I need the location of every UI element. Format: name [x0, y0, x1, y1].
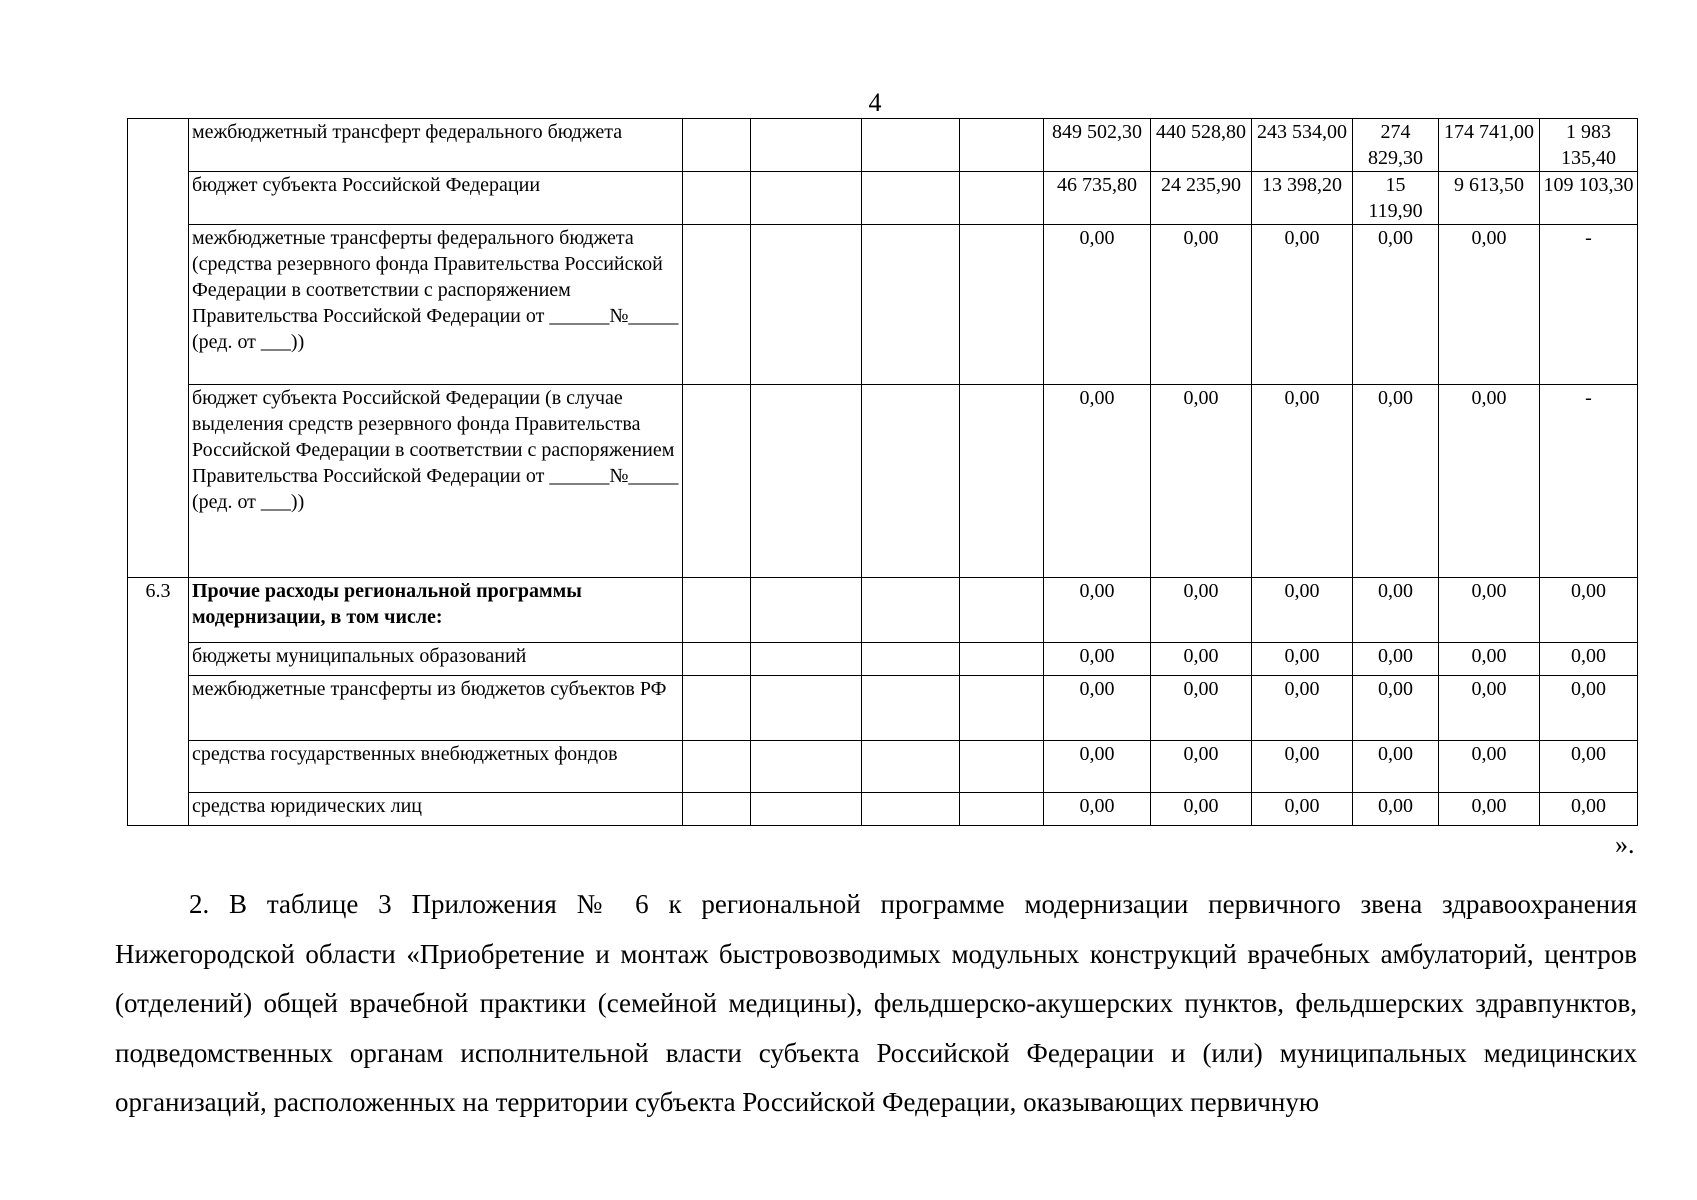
- empty-cell: [683, 578, 751, 643]
- value-cell: 849 502,30: [1044, 119, 1151, 172]
- value-cell: 0,00: [1353, 741, 1439, 793]
- value-cell: 0,00: [1252, 578, 1353, 643]
- empty-cell: [862, 119, 960, 172]
- value-cell: 46 735,80: [1044, 172, 1151, 225]
- budget-table: [127, 118, 1638, 826]
- value-cell: 0,00: [1044, 793, 1151, 826]
- row-name: средства государственных внебюджетных фондов: [189, 741, 683, 793]
- value-cell: 9 613,50: [1439, 172, 1540, 225]
- value-cell: 440 528,80: [1151, 119, 1252, 172]
- empty-cell: [683, 741, 751, 793]
- empty-cell: [862, 741, 960, 793]
- empty-cell: [683, 676, 751, 741]
- row-name: Прочие расходы региональной программы модернизации, в том числе:: [189, 578, 683, 643]
- value-cell: 24 235,90: [1151, 172, 1252, 225]
- value-cell: 0,00: [1252, 385, 1353, 578]
- value-cell: 0,00: [1540, 643, 1638, 676]
- value-cell: 0,00: [1151, 793, 1252, 826]
- empty-cell: [862, 643, 960, 676]
- section-index: 6.3: [128, 578, 189, 826]
- value-cell: 0,00: [1044, 225, 1151, 385]
- value-cell: 274 829,30: [1353, 119, 1439, 172]
- closing-quote: ».: [1615, 830, 1635, 859]
- empty-cell: [960, 385, 1044, 578]
- value-cell: 0,00: [1044, 741, 1151, 793]
- empty-cell: [683, 119, 751, 172]
- empty-cell: [751, 225, 862, 385]
- table-row: [128, 119, 1638, 172]
- value-cell: 0,00: [1151, 225, 1252, 385]
- empty-cell: [862, 225, 960, 385]
- empty-cell: [751, 793, 862, 826]
- value-cell: 174 741,00: [1439, 119, 1540, 172]
- value-cell: -: [1540, 385, 1638, 578]
- table-row: [128, 225, 1638, 385]
- value-cell: 0,00: [1044, 578, 1151, 643]
- row-name: межбюджетные трансферты федерального бюджета (средства резервного фонда Правительства Российской Федерации в соответствии с распоряжением Правительства Российской Федерации от ______№_____ (ред. от ___)): [189, 225, 683, 385]
- value-cell: 0,00: [1252, 643, 1353, 676]
- value-cell: -: [1540, 225, 1638, 385]
- value-cell: 0,00: [1540, 741, 1638, 793]
- value-cell: 0,00: [1439, 793, 1540, 826]
- value-cell: 0,00: [1353, 643, 1439, 676]
- table-row: [128, 578, 1638, 643]
- empty-cell: [862, 385, 960, 578]
- value-cell: 1 983 135,40: [1540, 119, 1638, 172]
- value-cell: 0,00: [1540, 676, 1638, 741]
- empty-cell: [683, 643, 751, 676]
- empty-cell: [960, 225, 1044, 385]
- table-row: [128, 643, 1638, 676]
- value-cell: 0,00: [1439, 578, 1540, 643]
- empty-cell: [960, 676, 1044, 741]
- empty-cell: [862, 578, 960, 643]
- value-cell: 0,00: [1353, 676, 1439, 741]
- empty-cell: [683, 172, 751, 225]
- value-cell: 0,00: [1353, 225, 1439, 385]
- value-cell: 0,00: [1151, 578, 1252, 643]
- page-number: 4: [868, 88, 882, 117]
- value-cell: 0,00: [1252, 741, 1353, 793]
- empty-cell: [862, 793, 960, 826]
- value-cell: 0,00: [1439, 225, 1540, 385]
- empty-cell: [960, 578, 1044, 643]
- empty-cell: [862, 676, 960, 741]
- empty-cell: [960, 741, 1044, 793]
- table-row: [128, 741, 1638, 793]
- empty-cell: [751, 741, 862, 793]
- row-name: средства юридических лиц: [189, 793, 683, 826]
- value-cell: 0,00: [1540, 793, 1638, 826]
- value-cell: 0,00: [1151, 741, 1252, 793]
- empty-cell: [960, 643, 1044, 676]
- value-cell: 0,00: [1044, 643, 1151, 676]
- value-cell: 243 534,00: [1252, 119, 1353, 172]
- row-name: бюджет субъекта Российской Федерации: [189, 172, 683, 225]
- value-cell: 13 398,20: [1252, 172, 1353, 225]
- value-cell: 0,00: [1044, 676, 1151, 741]
- value-cell: 0,00: [1540, 578, 1638, 643]
- empty-cell: [683, 385, 751, 578]
- value-cell: 0,00: [1252, 793, 1353, 826]
- value-cell: 0,00: [1353, 793, 1439, 826]
- table-row: [128, 793, 1638, 826]
- empty-cell: [751, 172, 862, 225]
- value-cell: 0,00: [1439, 643, 1540, 676]
- value-cell: 0,00: [1151, 385, 1252, 578]
- value-cell: 0,00: [1439, 676, 1540, 741]
- row-name: бюджет субъекта Российской Федерации (в случае выделения средств резервного фонда Правительства Российской Федерации в соответствии с распоряжением Правительства Российской Федерации от ______№_____ (ред. от ___)): [189, 385, 683, 578]
- value-cell: 0,00: [1439, 741, 1540, 793]
- empty-cell: [960, 793, 1044, 826]
- value-cell: 0,00: [1151, 676, 1252, 741]
- body-paragraph: 2. В таблице 3 Приложения № 6 к региональной программе модернизации первичного звена здравоохранения Нижегородской области «Приобретение и монтаж быстровозводимых модульных конструкций врачебных амбулаторий, центров (отделений) общей врачебной практики (семейной медицины), фельдшерско-акушерских пунктов, фельдшерских здравпунктов, подведомственных органам исполнительной власти субъекта Российской Федерации и (или) муниципальных медицинских организаций, расположенных на территории субъекта Российской Федерации, оказывающих первичную: [115, 889, 1637, 1117]
- empty-cell: [751, 578, 862, 643]
- empty-cell: [751, 119, 862, 172]
- row-name: межбюджетные трансферты из бюджетов субъектов РФ: [189, 676, 683, 741]
- value-cell: 0,00: [1439, 385, 1540, 578]
- row-name: межбюджетный трансферт федерального бюджета: [189, 119, 683, 172]
- index-cell: [128, 119, 189, 578]
- empty-cell: [683, 225, 751, 385]
- value-cell: 15 119,90: [1353, 172, 1439, 225]
- empty-cell: [751, 643, 862, 676]
- value-cell: 0,00: [1353, 578, 1439, 643]
- value-cell: 109 103,30: [1540, 172, 1638, 225]
- value-cell: 0,00: [1252, 225, 1353, 385]
- value-cell: 0,00: [1151, 643, 1252, 676]
- empty-cell: [751, 676, 862, 741]
- table-row: [128, 676, 1638, 741]
- empty-cell: [960, 172, 1044, 225]
- empty-cell: [751, 385, 862, 578]
- value-cell: 0,00: [1044, 385, 1151, 578]
- empty-cell: [683, 793, 751, 826]
- empty-cell: [862, 172, 960, 225]
- table-row: [128, 172, 1638, 225]
- empty-cell: [960, 119, 1044, 172]
- value-cell: 0,00: [1252, 676, 1353, 741]
- value-cell: 0,00: [1353, 385, 1439, 578]
- row-name: бюджеты муниципальных образований: [189, 643, 683, 676]
- table-row: [128, 385, 1638, 578]
